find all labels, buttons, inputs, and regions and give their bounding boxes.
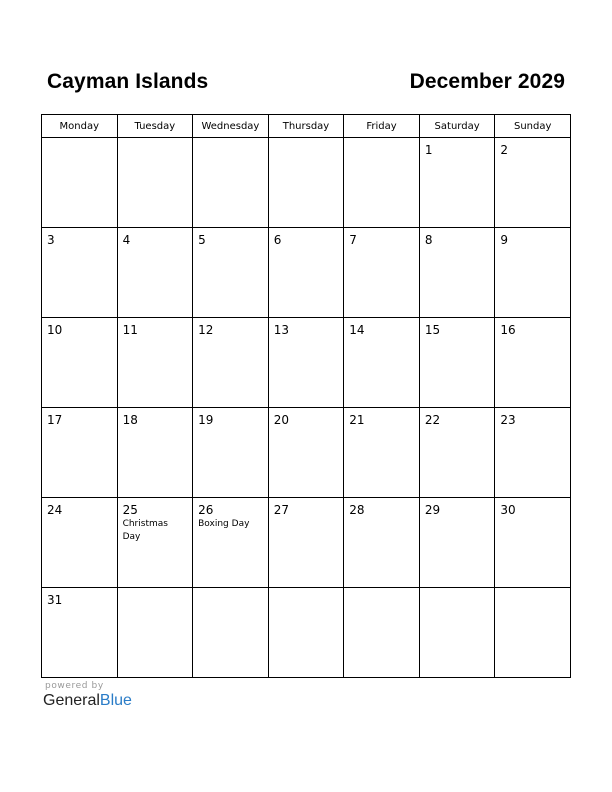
weekday-saturday: Saturday (419, 115, 495, 138)
day-cell (193, 588, 269, 678)
day-cell[interactable] (495, 498, 571, 588)
day-cell[interactable] (419, 318, 495, 408)
weekday-tuesday: Tuesday (117, 115, 193, 138)
day-cell (193, 138, 269, 228)
day-cell[interactable] (268, 498, 344, 588)
day-cell[interactable] (495, 138, 571, 228)
week-row (42, 408, 571, 498)
day-number: 27 (273, 503, 289, 517)
week-row (42, 498, 571, 588)
week-row (42, 318, 571, 408)
day-cell[interactable] (268, 318, 344, 408)
day-number: 21 (349, 413, 365, 427)
day-cell[interactable] (193, 408, 269, 498)
weekday-thursday: Thursday (268, 115, 344, 138)
day-cell[interactable] (117, 408, 193, 498)
day-cell[interactable] (42, 588, 118, 678)
day-cell[interactable] (419, 498, 495, 588)
day-cell[interactable] (419, 138, 495, 228)
day-number: 14 (349, 323, 365, 337)
day-number: 7 (349, 233, 357, 247)
calendar-grid (41, 114, 571, 678)
day-number: 8 (424, 233, 433, 247)
day-cell[interactable] (419, 408, 495, 498)
day-cell[interactable] (117, 498, 193, 588)
day-number: 30 (500, 503, 516, 517)
weekday-friday: Friday (344, 115, 420, 138)
week-row (42, 588, 571, 678)
day-cell[interactable] (344, 498, 420, 588)
day-cell (495, 588, 571, 678)
day-cell (419, 588, 495, 678)
day-cell[interactable] (268, 408, 344, 498)
footer-branding (43, 681, 132, 710)
day-cell[interactable] (117, 228, 193, 318)
day-cell[interactable] (344, 228, 420, 318)
day-cell (344, 138, 420, 228)
day-cell[interactable] (42, 498, 118, 588)
brand-logo[interactable] (43, 692, 132, 710)
day-cell[interactable] (344, 318, 420, 408)
day-number: 4 (122, 233, 131, 247)
day-number: 2 (500, 143, 509, 157)
brand-name-blue: Blue (99, 692, 132, 709)
powered-by-text: powered by (45, 681, 104, 691)
day-cell[interactable] (193, 318, 269, 408)
day-number: 25 (122, 503, 138, 517)
day-cell (344, 588, 420, 678)
day-number: 13 (273, 323, 289, 337)
day-number: 23 (500, 413, 516, 427)
day-cell[interactable] (42, 408, 118, 498)
day-cell[interactable] (42, 318, 118, 408)
day-cell (117, 138, 193, 228)
day-cell (268, 588, 344, 678)
day-number: 11 (122, 323, 138, 337)
day-number: 1 (424, 143, 433, 157)
day-number: 16 (500, 323, 516, 337)
day-number: 20 (273, 413, 289, 427)
weekday-sunday: Sunday (495, 115, 571, 138)
day-number: 29 (424, 503, 441, 517)
day-cell[interactable] (268, 228, 344, 318)
day-cell (42, 138, 118, 228)
day-number: 12 (198, 323, 214, 337)
region-title: Cayman Islands (47, 70, 209, 93)
day-cell[interactable] (419, 228, 495, 318)
day-number: 10 (47, 323, 63, 337)
week-row (42, 138, 571, 228)
day-number: 26 (198, 503, 214, 517)
week-row (42, 228, 571, 318)
day-number: 19 (198, 413, 214, 427)
day-number: 22 (424, 413, 441, 427)
day-cell[interactable] (117, 318, 193, 408)
day-cell[interactable] (193, 498, 269, 588)
day-number: 31 (47, 593, 63, 607)
day-cell (268, 138, 344, 228)
day-number: 5 (198, 233, 206, 247)
day-cell[interactable] (42, 228, 118, 318)
day-number: 28 (349, 503, 365, 517)
day-cell[interactable] (495, 408, 571, 498)
day-cell[interactable] (495, 228, 571, 318)
holiday-label: Boxing Day (198, 519, 250, 529)
day-number: 15 (424, 323, 441, 337)
day-cell (117, 588, 193, 678)
weekday-wednesday: Wednesday (193, 115, 269, 138)
weekday-monday: Monday (42, 115, 118, 138)
holiday-label: Christmas Day (122, 519, 168, 542)
day-number: 6 (273, 233, 282, 247)
day-cell[interactable] (344, 408, 420, 498)
day-number: 24 (47, 503, 63, 517)
day-number: 18 (122, 413, 138, 427)
day-cell[interactable] (193, 228, 269, 318)
month-year-title: December 2029 (409, 70, 565, 93)
day-number: 9 (500, 233, 509, 247)
day-cell[interactable] (495, 318, 571, 408)
brand-name-general: General (43, 692, 100, 709)
weekday-header-row (42, 115, 571, 138)
day-number: 3 (47, 233, 55, 247)
day-number: 17 (47, 413, 63, 427)
